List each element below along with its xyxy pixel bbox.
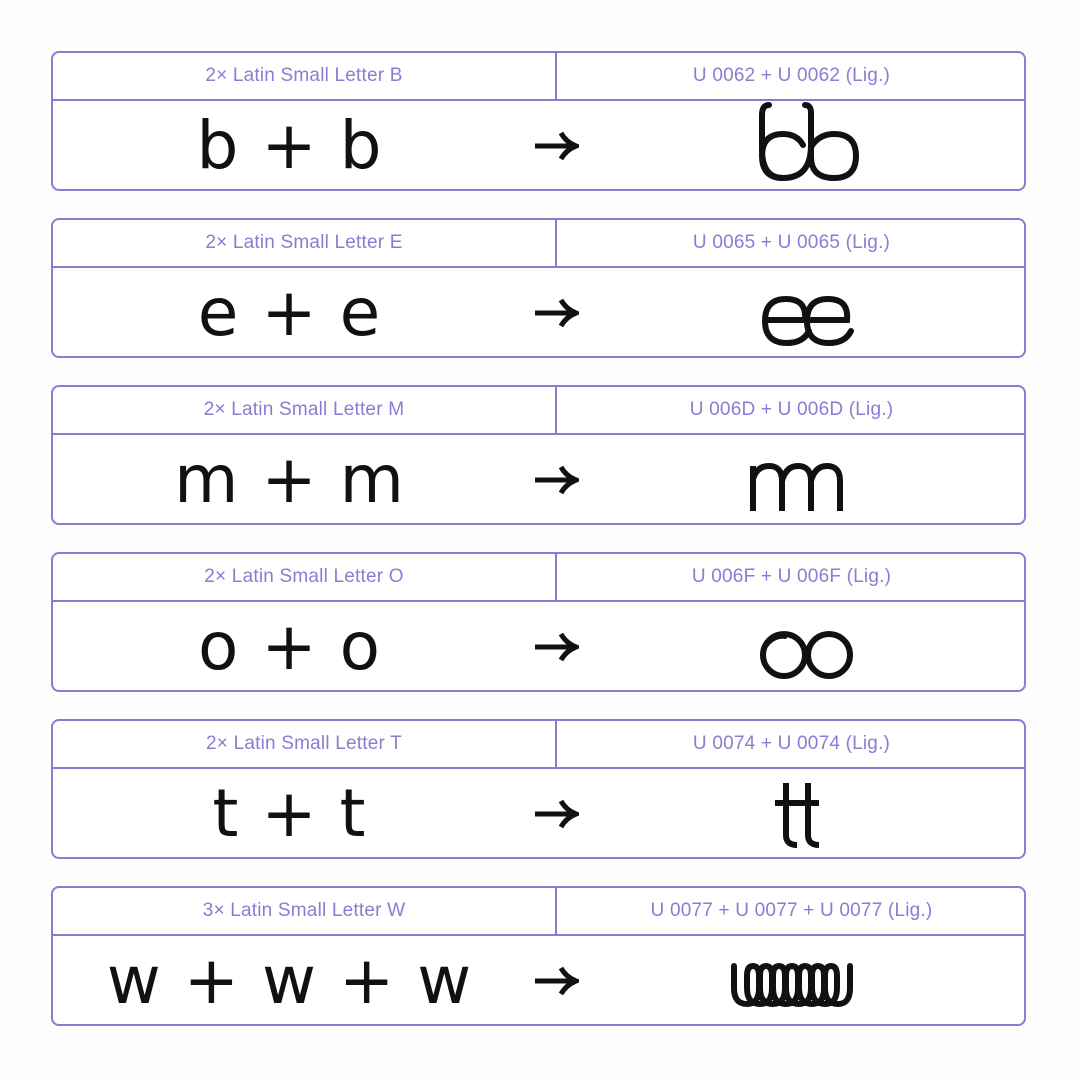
unicode-codes-label: U 006F + U 006F (Lig.) — [691, 566, 892, 587]
unicode-codes-label: U 0065 + U 0065 (Lig.) — [692, 232, 891, 253]
card-header — [53, 554, 1024, 602]
ligature-glyph-oo — [707, 602, 877, 692]
ligature-oo — [707, 602, 877, 692]
glyph-expression: w + w + w — [106, 942, 473, 1019]
right-arrow-icon — [533, 797, 579, 831]
unicode-codes-label: U 006D + U 006D (Lig.) — [689, 399, 894, 420]
card-body — [53, 101, 1024, 191]
glyph-expression: o + o — [197, 608, 382, 685]
ligature-card-www — [51, 886, 1026, 1026]
glyph-name-label: 2× Latin Small Letter O — [204, 566, 404, 587]
ligature-card-ee — [51, 218, 1026, 358]
ligature-mm — [707, 435, 877, 525]
card-body — [53, 936, 1024, 1026]
glyph-name-label: 2× Latin Small Letter E — [205, 232, 403, 253]
glyph-name-label: 2× Latin Small Letter M — [203, 399, 405, 420]
right-arrow-icon — [533, 296, 579, 330]
glyph-expression: e + e — [197, 274, 382, 351]
unicode-codes-label: U 0062 + U 0062 (Lig.) — [692, 65, 891, 86]
glyph-expression: t + t — [212, 775, 367, 852]
card-body — [53, 769, 1024, 859]
unicode-codes-label: U 0077 + U 0077 + U 0077 (Lig.) — [650, 900, 933, 921]
ligature-ee — [707, 268, 877, 358]
card-header — [53, 387, 1024, 435]
right-arrow-icon — [533, 964, 579, 998]
card-header — [53, 888, 1024, 936]
card-body — [53, 435, 1024, 525]
ligature-glyph-mm — [707, 435, 877, 525]
glyph-name-label: 3× Latin Small Letter W — [202, 900, 406, 921]
ligature-card-oo — [51, 552, 1026, 692]
ligature-bb — [707, 101, 877, 191]
card-header — [53, 53, 1024, 101]
ligature-card-mm — [51, 385, 1026, 525]
ligature-card-bb — [51, 51, 1026, 191]
card-body — [53, 602, 1024, 692]
ligature-glyph-tt — [707, 769, 877, 859]
glyph-expression: m + m — [174, 441, 405, 518]
ligature-glyph-bb — [707, 101, 877, 191]
card-header — [53, 721, 1024, 769]
glyph-name-label: 2× Latin Small Letter B — [205, 65, 403, 86]
ligature-glyph-ee — [707, 268, 877, 358]
unicode-codes-label: U 0074 + U 0074 (Lig.) — [692, 733, 891, 754]
glyph-expression: b + b — [196, 107, 383, 184]
right-arrow-icon — [533, 630, 579, 664]
card-header — [53, 220, 1024, 268]
ligature-glyph-www — [729, 936, 869, 1026]
right-arrow-icon — [533, 463, 579, 497]
glyph-name-label: 2× Latin Small Letter T — [206, 733, 402, 754]
ligature-tt — [707, 769, 877, 859]
ligature-card-tt — [51, 719, 1026, 859]
card-body — [53, 268, 1024, 358]
ligature-www — [729, 936, 869, 1026]
right-arrow-icon — [533, 129, 579, 163]
